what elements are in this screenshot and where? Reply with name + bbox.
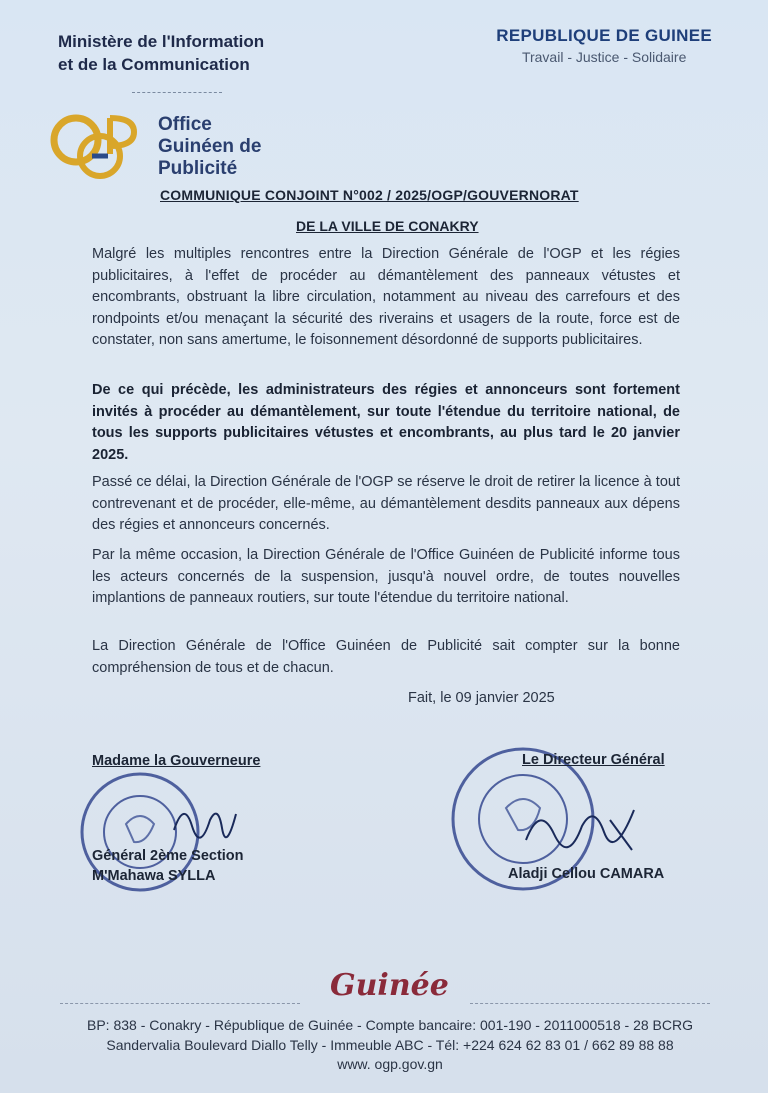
paragraph-2-bold: De ce qui précède, les administrateurs des régies et annonceurs sont fortement invités à procéder au démantèlement, sur toute l'étendue du territoire national, de tous les supports publicitaires vétustes et encombrants, au plus tard le 20 janvier 2025. [92,382,680,463]
footer-divider-left [60,1003,300,1004]
footer-address-line: BP: 838 - Conakry - République de Guinée - Compte bancaire: 001-190 - 2011000518 - 28 BCRG [87,1017,693,1033]
paragraph-5: La Direction Générale de l'Office Guinéen de Publicité sait compter sur la bonne compréhension de tous et de chacun. [92,638,680,676]
ministry-line-1: Ministère de l'Information [58,32,265,51]
header-divider [132,92,222,93]
paragraph-4: Par la même occasion, la Direction Générale de l'Office Guinéen de Publicité informe tous les acteurs concernés de la suspension, jusqu'à nouvel ordre, de toutes nouvelles implantions de panneaux routiers, sur toute l'étendue du territoire national. [92,547,680,606]
paragraph-3: Passé ce délai, la Direction Générale de l'OGP se réserve le droit de retirer la licence à tout contrevenant et de procéder, elle-même, au démantèlement desdits panneaux aux dépens des régies et annonceurs concernés. [92,474,680,533]
governor-rank: Général 2ème Section [92,848,244,864]
communique-title: COMMUNIQUE CONJOINT N°002 / 2025/OGP/GOUVERNORAT [160,187,579,203]
republic-title: REPUBLIQUE DE GUINEE [496,26,712,45]
paragraph-1: Malgré les multiples rencontres entre la Direction Générale de l'OGP et les régies publicitaires, à l'effet de procéder au démantèlement des panneaux vétustes et encombrants, obstruant la libre circulation, notamment au niveau des carrefours et des rondpoints et/ou menaçant la sécurité des riverains et usagers de la route, force est de constater, non sans amertume, le foisonnement désordonné de supports publicitaires. [92,246,680,348]
guinee-brand-logo: Guinée [330,968,449,1003]
office-line-3: Publicité [158,158,238,179]
office-name [158,114,261,180]
governor-title: Madame la Gouverneure [92,753,261,769]
office-line-2: Guinéen de [158,136,262,157]
director-signature-icon [520,790,640,860]
ministry-line-2: et de la Communication [58,55,250,74]
office-line-1: Office [158,114,212,135]
footer-contact-line: Sandervalia Boulevard Diallo Telly - Immeuble ABC - Tél: +224 624 62 83 01 / 662 89 88 88 [106,1037,674,1053]
communique-subtitle: DE LA VILLE DE CONAKRY [296,218,479,234]
footer-website-link[interactable]: www. ogp.gov.gn [337,1056,443,1072]
ogp-logo-icon [48,108,144,188]
date-line: Fait, le 09 janvier 2025 [408,690,555,706]
governor-name: M'Mahawa SYLLA [92,868,216,884]
republic-header [496,26,712,65]
governor-signature-icon [170,790,240,850]
republic-motto: Travail - Justice - Solidaire [521,49,687,65]
director-title: Le Directeur Général [522,752,665,768]
ministry-header [58,30,264,76]
director-name: Aladji Cellou CAMARA [508,866,665,882]
footer-divider-right [470,1003,710,1004]
